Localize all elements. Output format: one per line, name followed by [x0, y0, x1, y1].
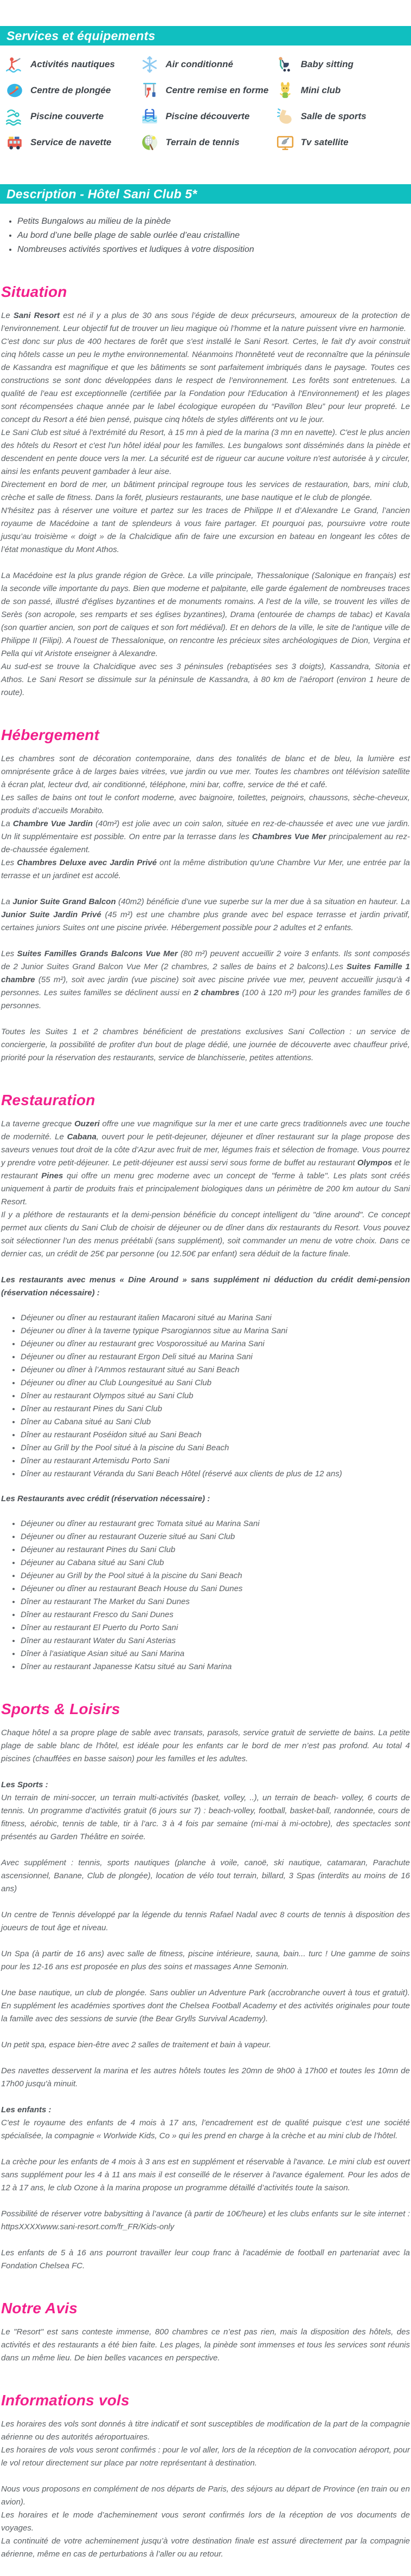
paragraph: Directement en bord de mer, un bâtiment principal regroupe tous les services de restauration, bars, mini club, crèche et salle de fitness. Dans la forêt, plusieurs restaurants, une base nautique et le club de plongée.: [1, 480, 410, 502]
list-item: • Déjeuner au restaurant Pines du Sani Club: [21, 1543, 410, 1556]
list-item: • Dîner au restaurant Japanesse Katsu situé au Sani Marina: [21, 1660, 410, 1673]
list-item: • Dîner au restaurant The Market du Sani Dunes: [21, 1595, 410, 1608]
paragraph: Un terrain de mini-soccer, un terrain multi-activités (basket, volley, ..), un terrain de beach- volley, 6 courts de tennis. Un programme d’activités gratuit (6 jours sur 7) : beach-volley, football, basket-ball, randonnée, cours de fitness, aérobic, tennis de table, tir à l’arc. 3 à 4 fois par semaine (mi-mai à mi-octobre), des spectacles sont présentés au Garden Théâtre en soirée.: [1, 1793, 410, 1841]
list-item: • Dîner à l’asiatique Asian situé au Sani Marina: [21, 1647, 410, 1660]
section-heading-informations-vols: Informations vols: [1, 2392, 130, 2409]
service-item: [5, 107, 137, 126]
paragraph: Avec supplément : tennis, sports nautiques (planche à voile, canoë, ski nautique, catamaran, Parachute ascensionnel, Banane, Club de plongée), location de vélo tout terrain, billard, 3 Spas (interdits au moins de 16 ans): [1, 1858, 410, 1893]
paragraph: La continuité de votre acheminement jusqu’à votre destination finale est assuré directement par la compagnie aérienne, même en cas de perturbations à l’aller ou au retour.: [1, 2536, 410, 2559]
section-situation: [1, 283, 410, 699]
paragraph: Un petit spa, espace bien-être avec 2 salles de traitement et bain à vapeur.: [1, 2040, 272, 2049]
bunny-icon: [276, 81, 294, 100]
paragraph: Les horaires de vols vous seront confirmés : pour le vol aller, lors de la réception de la convocation aéroport, pour le vol retour directement sur place par notre représentant à destination.: [1, 2445, 410, 2468]
section-heading-hebergement: Hébergement: [1, 726, 100, 743]
paragraph: La Junior Suite Grand Balcon (40m2) bénéficie d’une vue superbe sur la mer due à sa situation en hauteur. La Junior Suite Jardin Privé (45 m²) est une chambre plus grande avec bel espace terrasse et jardin privatif, certaines juniors Suites ont une piscine privée. Hébergement possible pour 2 adultes et 2 enfants.: [1, 897, 410, 932]
paragraph: Les Restaurants avec crédit (réservation nécessaire) :: [1, 1494, 210, 1503]
highlight-item: • Petits Bungalows au milieu de la pinède: [17, 215, 411, 228]
service-label: Activités nautiques: [30, 59, 115, 69]
paragraph: Des navettes desservent la marina et les autres hôtels toutes les 20mn de 9h00 à 17h00 et toutes les 10mn de 17h00 jusqu'à minuit.: [1, 2066, 410, 2088]
service-item: [276, 81, 408, 100]
paragraph: Un centre de Tennis développé par la légende du tennis Rafael Nadal avec 8 courts de tennis à disposition des joueurs de tout âge et niveau.: [1, 1910, 410, 1932]
list-item: • Dîner au restaurant Pines du Sani Club: [21, 1403, 410, 1416]
description-highlights: [0, 215, 411, 256]
paragraph: Les restaurants avec menus « Dine Around » sans supplément ni déduction du crédit demi-pension (réservation nécessaire) :: [1, 1275, 410, 1297]
paragraph: C'est donc sur plus de 400 hectares de forêt que s'est installé le Sani Resort. Certes, le fait d'y avoir construit cinq hôtels casse un peu le mythe environnemental. Néanmoins l'honnêteté veut de reconnaître que la péninsule de Kassandra est magnifique et que les bâtiments se sont parfaitement imbriqués dans le paysage. Toutes ces constructions se sont donc développées dans le respect de l’environnement. Les forêts sont entretenues. La qualité de l’eau est exceptionnelle (certifiée par la Fondation pour l'Education à l'Environnement) et les plages sont récompensées chaque année par le label écologique européen du “Pavillon Bleu” pour leur propreté. Le concept du Resort a été bien pensé, puisque cinq hôtels de styles différents ont vu le jour.: [1, 337, 410, 424]
service-item: [5, 81, 137, 100]
service-label: Air conditionné: [165, 59, 233, 69]
service-label: Centre remise en forme: [165, 85, 269, 95]
section-heading-notre-avis: Notre Avis: [1, 2300, 78, 2317]
paragraph: C'est le royaume des enfants de 4 mois à 17 ans, l’encadrement est de qualité puisque c’est une société spécialisée, la compagnie « Worlwide Kids, Co » qui les prend en charge à la crèche et au mini club de l’hôtel.: [1, 2118, 410, 2140]
content-sections: [0, 283, 411, 2561]
list-item: • Dîner au Grill by the Pool situé à la piscine du Sani Beach: [21, 1442, 410, 1455]
services-banner: [0, 26, 411, 46]
stroller-icon: [276, 55, 294, 74]
paragraph: Le Sani Resort est né il y a plus de 30 ans sous l’égide de deux précurseurs, amoureux de la protection de l’environnement. Leur objectif fut de trouver un lieu magique où l’homme et la nature puissent vivre en harmonie.: [1, 311, 410, 333]
service-label: Salle de sports: [300, 111, 367, 121]
paragraph: N'hésitez pas à réserver une voiture et partez sur les traces de Philippe II et d’Alexandre Le Grand, l’ancien royaume de Macédoine a tant de splendeurs à vous faire partager. Et pourquoi pas, poursuivre votre route jusqu’au troisième « doigt » de la Chalcidique afin de faire une excursion en bateau en longeant les côtes de l’état monastique du Mont Athos.: [1, 506, 410, 554]
services-grid: [0, 46, 411, 157]
section-heading-sports-loisirs: Sports & Loisirs: [1, 1701, 120, 1717]
paragraph: Les salles de bains ont tout le confort moderne, avec baignoire, toilettes, peignoirs, chaussons, sèche-cheveux, produits d’accueils Morabito.: [1, 793, 410, 815]
restaurant-list: [1, 1312, 410, 1481]
list-item: • Dîner au restaurant Artemisdu Porto Sani: [21, 1455, 410, 1468]
list-item: • Dîner au restaurant Véranda du Sani Beach Hôtel (réservé aux clients de plus de 12 ans): [21, 1468, 410, 1481]
service-item: [140, 55, 272, 74]
list-item: • Déjeuner ou dîner au restaurant grec Tomata situé au Marina Sani: [21, 1517, 410, 1530]
highlight-item: • Nombreuses activités sportives et ludiques à votre disposition: [17, 243, 411, 256]
section-restauration: [1, 1092, 410, 1673]
list-item: • Déjeuner ou dîner au restaurant Beach House du Sani Dunes: [21, 1582, 410, 1595]
bicep-icon: [276, 107, 294, 126]
section-heading-situation: Situation: [1, 283, 67, 300]
service-label: Service de navette: [30, 137, 112, 147]
pool-ladder-icon: [140, 107, 159, 126]
service-item: [5, 133, 137, 152]
paragraph: Les Sports :: [1, 1780, 48, 1789]
snowflake-icon: [140, 55, 159, 74]
list-item: • Dîner au restaurant El Puerto du Porto Sani: [21, 1621, 410, 1634]
list-item: • Déjeuner ou dîner au restaurant italien Macaroni situé au Marina Sani: [21, 1312, 410, 1325]
paragraph: Les enfants de 5 à 16 ans pourront travailler leur coup franc à l'académie de football en partenariat avec la Fondation Chelsea FC.: [1, 2248, 410, 2270]
list-item: • Déjeuner ou dîner à l’Ammos restaurant situé au Sani Beach: [21, 1364, 410, 1377]
list-item: • Déjeuner au Cabana situé au Sani Club: [21, 1556, 410, 1569]
service-label: Terrain de tennis: [165, 137, 240, 147]
paragraph: Un Spa (à partir de 16 ans) avec salle de fitness, piscine intérieure, sauna, bain... turc ! Une gamme de soins pour les 12-16 ans est proposée en plus des soins et massages Anne Semonin.: [1, 1949, 410, 1971]
paragraph: Le "Resort" est sans conteste immense, 800 chambres ce n’est pas rien, mais la disposition des hôtels, des activités et des restaurants a été bien faite. Les plages, la pinède sont immenses et tous les services sont réunis dans un même lieu. De bien belles vacances en perspective.: [1, 2327, 410, 2363]
list-item: • Déjeuner ou dîner au restaurant Ergon Deli situé au Marina Sani: [21, 1351, 410, 1364]
paragraph: Les Suites Familles Grands Balcons Vue Mer (80 m²) peuvent accueillir 2 voire 3 enfants. Ils sont composés de 2 Junior Suites Grand Balcon Vue Mer (2 chambres, 2 salles de bains et 2 balcons).Les Suites Famille 1 chambre (55 m²), soit avec jardin (vue piscine) soit avec piscine privée vue mer, peuvent accueillir jusqu'à 4 personnes. Les suites familles se déclinent aussi en 2 chambres (100 à 120 m²) pour les grandes familles de 6 personnes.: [1, 949, 410, 1010]
gym-icon: [140, 81, 159, 100]
highlight-item: • Au bord d’une belle plage de sable ourlée d’eau cristalline: [17, 229, 411, 242]
list-item: • Dîner au Cabana situé au Sani Club: [21, 1416, 410, 1429]
paragraph: La Macédoine est la plus grande région de Grèce. La ville principale, Thessalonique (Salonique en français) est la seconde ville importante du pays. Bien que moderne et palpitante, elle garde également de nombreuses traces de son passé, illustré d'églises byzantines et de monuments romains. A l'est de la ville, se trouvent les villes de Serès (son acropole, ses remparts et ses églises byzantines), Drama (entourée de champs de tabac) et Kavala (son quartier ancien, son port de caïques et son fort médiéval). Et en dehors de la ville, le site de l'antique ville de Philippe II (Filipi). A l'ouest de Thessalonique, on rencontre les précieux sites archéologiques de Dion, Vergina et Pella qui vit Aristote enseigner à Alexandre.: [1, 571, 410, 658]
paragraph: Une base nautique, un club de plongée. Sans oublier un Adventure Park (accrobranche ouvert à tous et gratuit). En supplément les académies sportives dont the Chelsea Football Academy et des activités originales pour toute la famille avec des sessions de survie (the Bear Grylls Survival Academy).: [1, 1988, 410, 2023]
list-item: • Déjeuner ou dîner à la taverne typique Psarogiannos situe au Marina Sani: [21, 1325, 410, 1338]
service-label: Piscine couverte: [30, 111, 104, 121]
diving-icon: [5, 81, 24, 100]
list-item: • Déjeuner ou dîner au Club Loungesitué au Sani Club: [21, 1377, 410, 1390]
paragraph: La taverne grecque Ouzeri offre une vue magnifique sur la mer et une carte grecs traditionnels avec une touche de modernité. Le Cabana, ouvert pour le petit-dejeuner, déjeuner et dîner restaurant sur la plage propose des saveurs venues tout droit de la côte d’Azur avec fruit de mer, légumes frais et sélection de fromage. Vous pourrez y prendre votre petit-déjeuner. Le petit-déjeuner est aussi servi sous forme de buffet au restaurant Olympos et le restaurant Pines qui offre un menu grec moderne avec un concept de "ferme à table". Les plats sont créés uniquement à partir de produits frais et principalement biologiques dans un périmètre de 200 km autour du Sani Resort.: [1, 1119, 410, 1206]
tennis-icon: [140, 133, 159, 152]
paragraph: Toutes les Suites 1 et 2 chambres bénéficient de prestations exclusives Sani Collection : un service de conciergerie, la possibilité de profiter d'un bout de plage dédié, une journée de découverte avec chauffeur privé, priorité pour la réservation des restaurants, service de blanchisserie, petites attentions.: [1, 1027, 410, 1062]
paragraph: Les Chambres Deluxe avec Jardin Privé ont la même distribution qu'une Chambre Vur Mer, une entrée par la terrasse et un jardinet est accolé.: [1, 858, 410, 880]
service-item: [5, 55, 137, 74]
list-item: • Dîner au restaurant Olympos situé au Sani Club: [21, 1390, 410, 1403]
service-item: [140, 133, 272, 152]
paragraph: Les horaires des vols sont donnés à titre indicatif et sont susceptibles de modification de la part de la compagnie aérienne ou des autorités aéroportuaires.: [1, 2419, 410, 2442]
list-item: • Dîner au restaurant Fresco du Sani Dunes: [21, 1608, 410, 1621]
swimmer-icon: [5, 107, 24, 126]
service-label: Centre de plongée: [30, 85, 111, 95]
list-item: • Déjeuner ou dîner au restaurant Ouzerie situé au Sani Club: [21, 1530, 410, 1543]
service-item: [276, 133, 408, 152]
paragraph: Les enfants :: [1, 2105, 52, 2114]
section-informations-vols: [1, 2392, 410, 2561]
description-title: Description - Hôtel Sani Club 5*: [7, 187, 197, 201]
paragraph: Les horaires et le mode d’acheminement vous seront confirmés lors de la réception de vos documents de voyages.: [1, 2510, 410, 2533]
service-item: [276, 107, 408, 126]
water-ski-icon: [5, 55, 24, 74]
paragraph: La crèche pour les enfants de 4 mois à 3 ans est en supplément et réservable à l'avance. Le mini club est ouvert sans supplément pour les 4 à 11 ans mais il est conseillé de le réserver à l'avance également. Pour les ados de 12 à 17 ans, le club Ozone à la marina propose un programme détaillé d’activités toute la saison.: [1, 2157, 410, 2192]
service-label: Tv satellite: [300, 137, 349, 147]
services-title: Services et équipements: [7, 29, 156, 43]
service-label: Baby sitting: [300, 59, 354, 69]
paragraph: Le Sani Club est situé à l'extrémité du Resort, à 15 mn à pied de la marina (3 mn en navette). C'est le plus ancien des hôtels du Resort et c'est l'un hôtel idéal pour les familles. Les bungalows sont disséminés dans la pinède et descendent en pente douce vers la mer. La sécurité est de rigueur car aucune voiture n'est autorisée à y circuler, ainsi les enfants peuvent gambader à leur aise.: [1, 428, 410, 476]
list-item: • Dîner au restaurant Water du Sani Asterias: [21, 1634, 410, 1647]
service-label: Piscine découverte: [165, 111, 250, 121]
service-item: [276, 55, 408, 74]
section-notre-avis: [1, 2300, 410, 2365]
paragraph: Au sud-est se trouve la Chalcidique avec ses 3 péninsules (rebaptisées ses 3 doigts), Kassandra, Sitonia et Athos. Le Sani Resort se dissimule sur la péninsule de Kassandra, à 80 km de l’aéroport (environ 1 heure de route).: [1, 662, 410, 697]
paragraph: Il y a pléthore de restaurants et la demi-pension bénéficie du concept intelligent du "dine around". Ce concept permet aux clients du Sani Club de choisir de déjeuner ou de dîner dans dix restaurants du Resort. Vous pouvez soit sélectionner l’un des menus préétabli (sans supplément), soit commander un menu de votre choix. Dans ce dernier cas, un crédit de 25€ par personne (ou 12.50€ par enfant) sera déduit de la facture finale.: [1, 1210, 410, 1258]
list-item: • Déjeuner ou dîner au restaurant grec Vosporossitué au Marina Sani: [21, 1338, 410, 1351]
section-sports-loisirs: [1, 1701, 410, 2273]
description-section: [0, 184, 411, 256]
list-item: • Dîner au restaurant Poséidon situé au Sani Beach: [21, 1429, 410, 1442]
service-label: Mini club: [300, 85, 341, 95]
restaurant-list: [1, 1517, 410, 1673]
paragraph: Nous vous proposons en complément de nos départs de Paris, des séjours au départ de Province (en train ou en avion).: [1, 2484, 410, 2507]
service-item: [140, 81, 272, 100]
services-section: [0, 26, 411, 157]
list-item: • Déjeuner au Grill by the Pool situé à la piscine du Sani Beach: [21, 1569, 410, 1582]
paragraph: Possibilité de réserver votre babysitting à l’avance (à partir de 10€/heure) et les clubs enfants sur le site internet : httpsXXXXwww.sani-resort.com/fr_FR/Kids-only: [1, 2209, 410, 2231]
description-banner: [0, 184, 411, 204]
bus-icon: [5, 133, 24, 152]
section-heading-restauration: Restauration: [1, 1092, 95, 1108]
service-item: [140, 107, 272, 126]
paragraph: Chaque hôtel a sa propre plage de sable avec transats, parasols, service gratuit de serviette de bains. La petite plage de sable blanc de l'hôtel, est idéale pour les enfants car le bord de mer n’est pas profond. Au total 4 piscines (chauffées en basse saison) pour les familles et les adultes.: [1, 1728, 410, 1763]
paragraph: Les chambres sont de décoration contemporaine, dans des tonalités de blanc et de bleu, la lumière est omniprésente grâce à de larges baies vitrées, vue jardin ou vue mer. Toutes les chambres ont télévision satellite à écran plat, lecteur dvd, air conditionné, téléphone, mini bar, coffre, service de thé et café.: [1, 754, 410, 789]
paragraph: La Chambre Vue Jardin (40m²) est jolie avec un coin salon, située en rez-de-chaussée et avec une vue jardin. Un lit supplémentaire est possible. On entre par la terrasse dans les Chambres Vue Mer principalement au rez-de-chaussée également.: [1, 819, 410, 854]
section-hebergement: [1, 726, 410, 1065]
tv-satellite-icon: [276, 133, 294, 152]
